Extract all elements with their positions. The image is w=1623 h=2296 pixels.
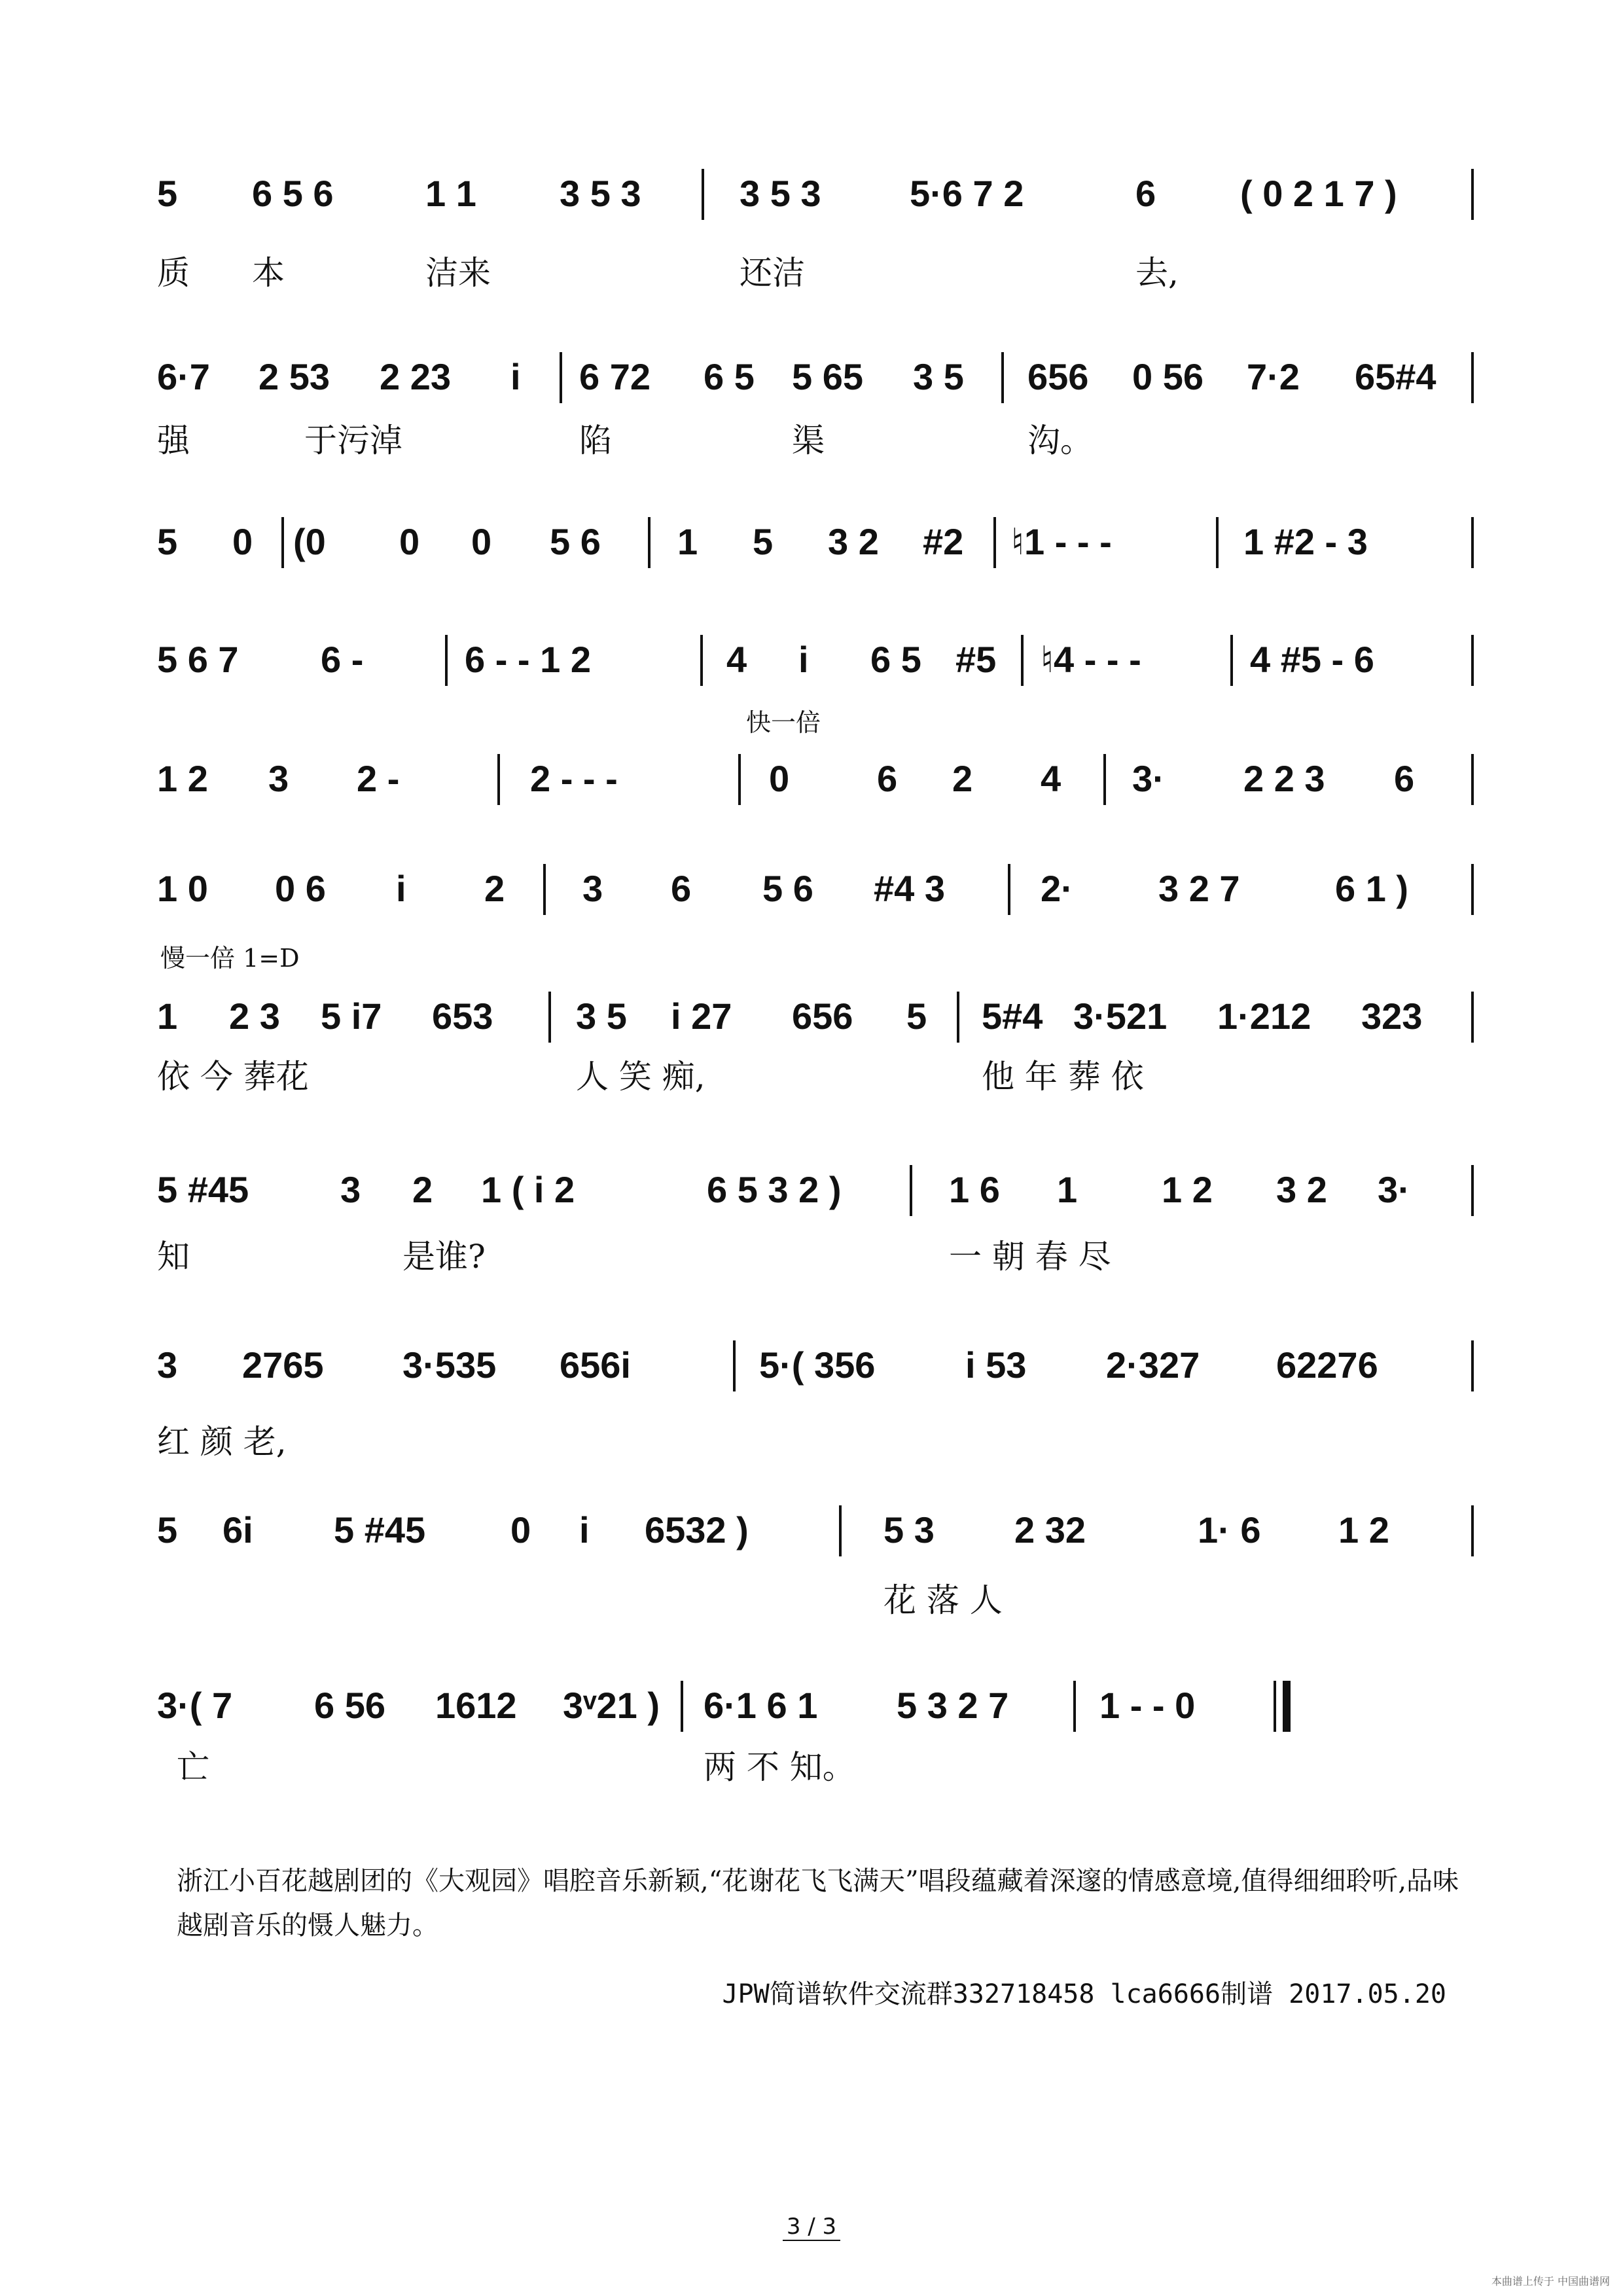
note-group: 1 0 (157, 868, 208, 909)
note-group: 62276 (1276, 1344, 1378, 1386)
note-group: 1 - - 0 (1099, 1685, 1196, 1726)
note-group: 1612 (435, 1685, 517, 1726)
final-barline (1283, 1681, 1291, 1732)
note-group: 656 (1027, 356, 1089, 397)
barline (1230, 635, 1233, 686)
note-group: ( 0 2 1 7 ) (1240, 173, 1397, 214)
note-group: 0 (471, 521, 492, 562)
lyric-syllable: 亡 (177, 1748, 209, 1786)
note-group: 0 (399, 521, 420, 562)
note-group: 2 2 3 (1243, 758, 1325, 799)
note-group: 1 ( i 2 (481, 1169, 575, 1210)
tempo-mark: 快一倍 (746, 708, 821, 737)
note-group: 656 (792, 996, 853, 1037)
note-group: 1 2 (1338, 1509, 1389, 1551)
note-group: 5 3 (883, 1509, 935, 1551)
credit-line: JPW简谱软件交流群332718458 lca6666制谱 2017.05.20 (722, 1979, 1446, 2009)
lyric-syllable: 于污淖 (304, 422, 402, 459)
note-group: 1 (1057, 1169, 1078, 1210)
note-group: 6 (1394, 758, 1415, 799)
note-group: 5·( 356 (759, 1344, 876, 1386)
note-group: 5 65 (792, 356, 863, 397)
note-group: 6 (1135, 173, 1156, 214)
note-group: 1· 6 (1198, 1509, 1261, 1551)
note-group: 6 - (321, 639, 364, 680)
lyric-syllable: 还洁 (740, 254, 805, 292)
lyric-syllable: 洁来 (425, 254, 491, 292)
note-group: 3 5 3 (740, 173, 821, 214)
barline (700, 635, 703, 686)
note-group: 6 - - 1 2 (465, 639, 591, 680)
note-group: #5 (955, 639, 997, 680)
note-group: 5 6 7 (157, 639, 239, 680)
note-group: 6 56 (314, 1685, 385, 1726)
note-group: 3 2 7 (1158, 868, 1240, 909)
barline (1008, 864, 1010, 915)
lyric-syllable: 强 (157, 422, 190, 459)
note-group: 6 5 3 2 ) (707, 1169, 842, 1210)
barline (738, 754, 741, 805)
barline (1471, 635, 1474, 686)
lyric-syllable: 他 年 葬 依 (982, 1058, 1144, 1096)
note-group: 3 5 (913, 356, 964, 397)
note-group: 3 2 (1276, 1169, 1327, 1210)
note-group: i 53 (965, 1344, 1027, 1386)
note-group: 5 i7 (321, 996, 382, 1037)
barline (957, 992, 959, 1043)
note-group: 0 (769, 758, 790, 799)
note-group: 5 (157, 521, 178, 562)
barline (702, 169, 704, 220)
barline (993, 517, 996, 568)
note-group: 0 (232, 521, 253, 562)
note-group: 2 (412, 1169, 433, 1210)
lyric-syllable: 红 颜 老, (157, 1423, 287, 1461)
note-group: 5 (157, 173, 178, 214)
note-group: 6·7 (157, 356, 210, 397)
barline (281, 517, 284, 568)
note-group: 6·1 6 1 (704, 1685, 818, 1726)
barline (497, 754, 500, 805)
note-group: 2 32 (1014, 1509, 1086, 1551)
note-group: 6532 ) (645, 1509, 749, 1551)
barline (1103, 754, 1106, 805)
note-group: 5#4 (982, 996, 1043, 1037)
note-group: 1 2 (157, 758, 208, 799)
note-group: 6 (671, 868, 692, 909)
note-group: 3 5 (576, 996, 627, 1037)
note-group: i (510, 356, 521, 397)
note-group: 0 56 (1132, 356, 1204, 397)
note-group: #2 (923, 521, 964, 562)
note-group: 1 (677, 521, 698, 562)
barline (1274, 1681, 1276, 1732)
note-group: 6 5 6 (252, 173, 334, 214)
note-group: 4 (726, 639, 747, 680)
lyric-syllable: 渠 (792, 422, 825, 459)
tempo-mark: 慢一倍 1=D (160, 944, 300, 973)
note-group: 1 (157, 996, 178, 1037)
barline (1471, 1505, 1474, 1556)
note-group: 2 - - - (530, 758, 618, 799)
lyric-syllable: 质 (157, 254, 190, 292)
lyric-syllable: 知 (157, 1238, 190, 1276)
barline (1471, 352, 1474, 403)
barline (648, 517, 651, 568)
note-group: 6 (877, 758, 898, 799)
barline (1471, 992, 1474, 1043)
note-group: 0 (510, 1509, 531, 1551)
note-group: 5 (157, 1509, 178, 1551)
note-group: 0 6 (275, 868, 326, 909)
note-group: 6i (223, 1509, 253, 1551)
barline (548, 992, 551, 1043)
note-group: (0 (293, 521, 326, 562)
note-group: i (579, 1509, 590, 1551)
barline (1471, 754, 1474, 805)
note-group: 5 6 (550, 521, 601, 562)
lyric-syllable: 去, (1135, 254, 1179, 292)
note-group: #4 3 (874, 868, 945, 909)
note-group: 7·2 (1247, 356, 1300, 397)
note-group: i (798, 639, 809, 680)
barline (1001, 352, 1004, 403)
note-group: 65#4 (1355, 356, 1436, 397)
barline (1021, 635, 1024, 686)
note-group: 4 #5 - 6 (1250, 639, 1374, 680)
note-group: 3 (340, 1169, 361, 1210)
note-group: 2 - (357, 758, 400, 799)
note-group: 5 6 (762, 868, 813, 909)
note-group: 3 5 3 (560, 173, 641, 214)
note-group: 1 2 (1162, 1169, 1213, 1210)
note-group: 2 53 (259, 356, 330, 397)
lyric-syllable: 人 笑 痴, (576, 1058, 705, 1096)
note-group: 3·535 (402, 1344, 497, 1386)
lyric-syllable: 沟。 (1027, 422, 1093, 459)
note-group: 5 (906, 996, 927, 1037)
note-group: ♮1 - - - (1011, 521, 1112, 562)
note-group: 656i (560, 1344, 631, 1386)
barline (910, 1165, 912, 1216)
note-group: 2765 (242, 1344, 324, 1386)
barline (445, 635, 448, 686)
barline (1471, 517, 1474, 568)
barline (543, 864, 546, 915)
barline (1073, 1681, 1076, 1732)
lyric-syllable: 花 落 人 (883, 1581, 1003, 1619)
note-group: 3· (1378, 1169, 1410, 1210)
lyric-syllable: 本 (252, 254, 285, 292)
upload-notice: 本曲谱上传于 中国曲谱网 (1491, 2275, 1610, 2287)
lyric-syllable: 陷 (579, 422, 612, 459)
note-group: 5 #45 (157, 1169, 249, 1210)
barline (681, 1681, 683, 1732)
barline (1216, 517, 1219, 568)
note-group: ♮4 - - - (1041, 639, 1141, 680)
barline (733, 1340, 736, 1391)
note-group: 5 3 2 7 (897, 1685, 1009, 1726)
page-number: 3 / 3 (0, 2214, 1623, 2240)
note-group: 1 1 (425, 173, 476, 214)
barline (839, 1505, 842, 1556)
description-paragraph: 浙江小百花越剧团的《大观园》唱腔音乐新颖,“花谢花飞飞满天”唱段蕴藏着深邃的情感意境,值得细细聆听,品味越剧音乐的慑人魅力。 (177, 1866, 1459, 1941)
note-group: 1 6 (949, 1169, 1000, 1210)
barline (1471, 1340, 1474, 1391)
lyric-syllable: 是谁? (402, 1238, 486, 1276)
lyric-syllable: 两 不 知。 (704, 1748, 855, 1786)
lyric-syllable: 依 今 葬花 (157, 1058, 309, 1096)
note-group: 3·( 7 (157, 1685, 233, 1726)
note-group: 3 (268, 758, 289, 799)
note-group: 2· (1041, 868, 1073, 909)
note-group: i (396, 868, 406, 909)
note-group: 5·6 7 2 (910, 173, 1024, 214)
note-group: 323 (1361, 996, 1423, 1037)
note-group: 2 (484, 868, 505, 909)
note-group: 1 #2 - 3 (1243, 521, 1368, 562)
note-group: i 27 (671, 996, 732, 1037)
note-group: 5 #45 (334, 1509, 426, 1551)
lyric-syllable: 一 朝 春 尽 (949, 1238, 1111, 1276)
barline (1471, 1165, 1474, 1216)
note-group: 3ᵛ21 ) (563, 1685, 660, 1726)
note-group: 1·212 (1217, 996, 1311, 1037)
note-group: 3 (582, 868, 603, 909)
note-group: 3·521 (1073, 996, 1168, 1037)
note-group: 6 72 (579, 356, 651, 397)
note-group: 5 (753, 521, 774, 562)
note-group: 2 (952, 758, 973, 799)
barline (1471, 169, 1474, 220)
note-group: 3 2 (828, 521, 879, 562)
note-group: 3 (157, 1344, 178, 1386)
note-group: 6 5 (870, 639, 921, 680)
note-group: 2 23 (380, 356, 451, 397)
barline (560, 352, 562, 403)
note-group: 4 (1041, 758, 1061, 799)
note-group: 3· (1132, 758, 1165, 799)
note-group: 6 5 (704, 356, 755, 397)
barline (1471, 864, 1474, 915)
note-group: 2·327 (1106, 1344, 1200, 1386)
note-group: 2 3 (229, 996, 280, 1037)
note-group: 6 1 ) (1335, 868, 1409, 909)
note-group: 653 (432, 996, 493, 1037)
